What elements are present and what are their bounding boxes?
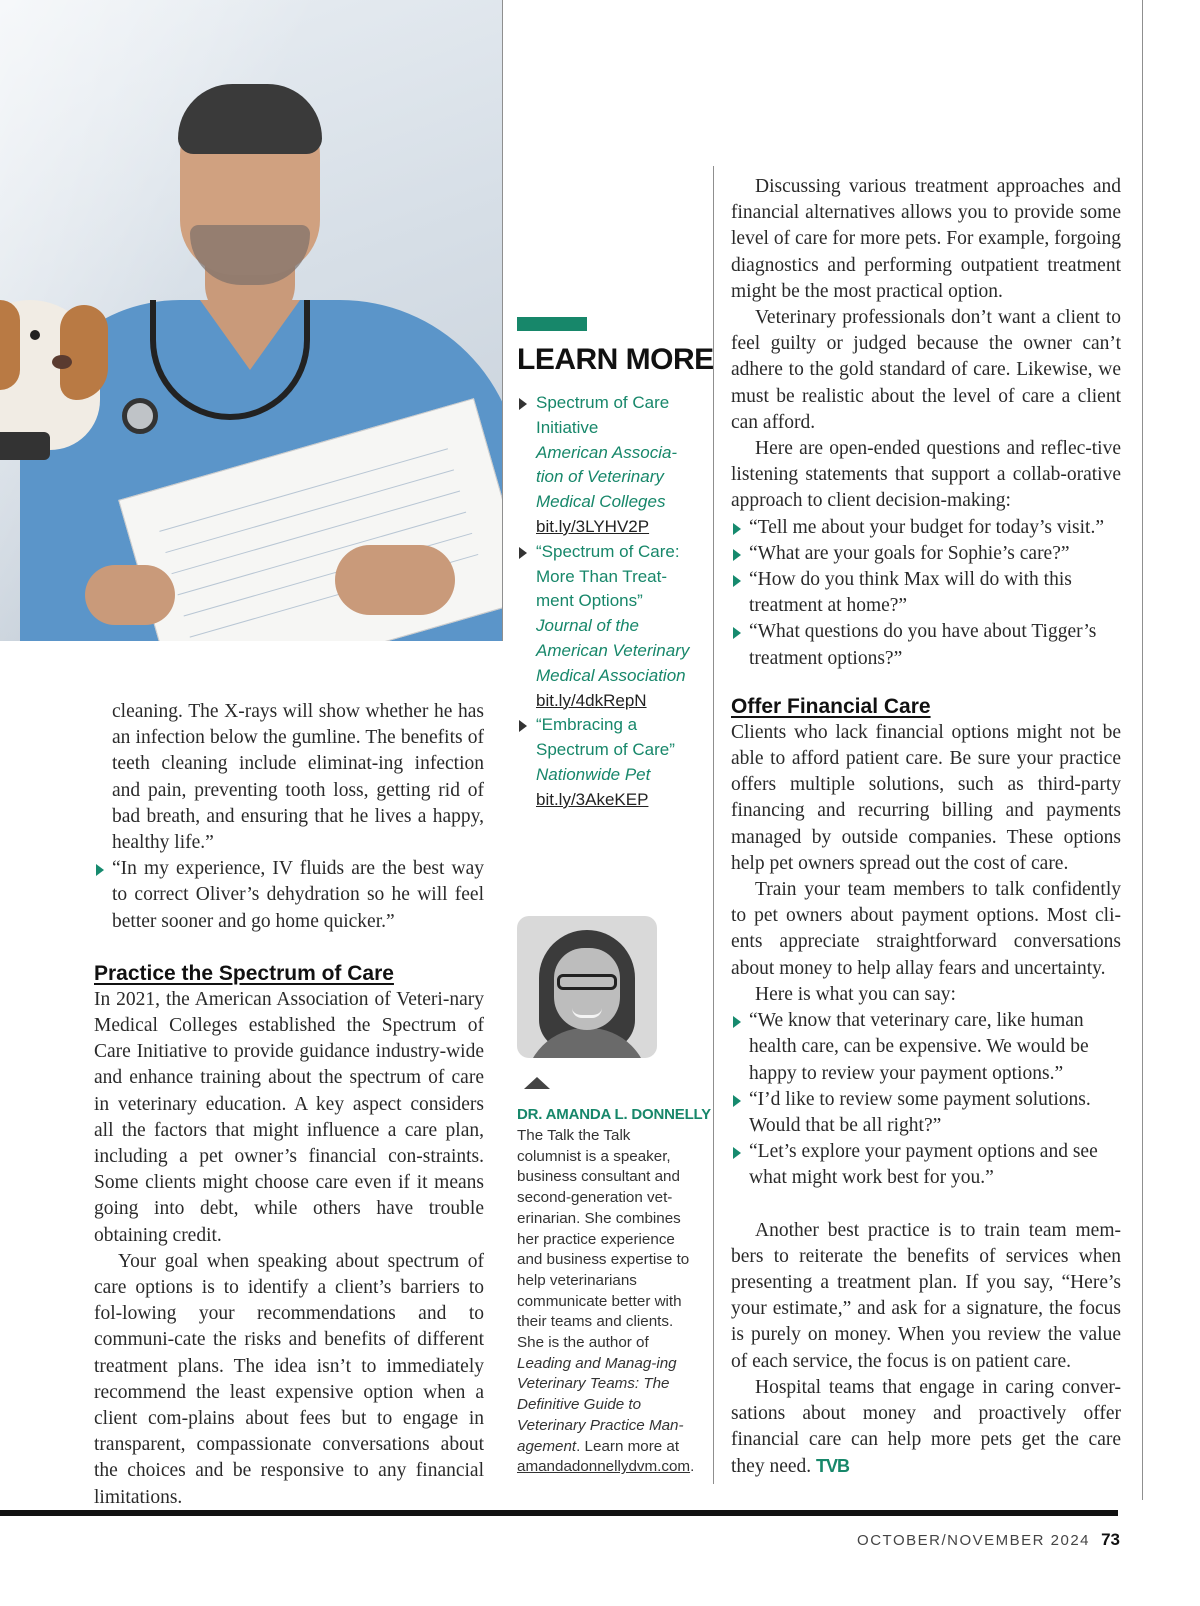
- bullet-arrow-icon: [519, 720, 527, 732]
- list-item: “Let’s explore your payment options and see what might work best for you.”: [731, 1139, 1121, 1191]
- list-item: “Tell me about your budget for today’s visit.”: [731, 515, 1121, 541]
- author-name: DR. AMANDA L. DONNELLY: [517, 1106, 711, 1123]
- paragraph: Here is what you can say:: [755, 983, 956, 1005]
- column-divider-top: [502, 0, 503, 641]
- bullet-arrow-icon: [733, 549, 741, 561]
- paragraph: Clients who lack financial options might not be able to afford patient care. Be sure your practice offers multiple solutions, such as third-party financing and recurring billing and payments managed by outside companies. These options help pet owners spread out the cost of care.: [731, 721, 1121, 874]
- learn-more-link[interactable]: bit.ly/3AkeKEP: [536, 789, 649, 809]
- bullet-arrow-icon: [733, 1016, 741, 1028]
- bullet-fluids: “In my experience, IV fluids are the best way to correct Oliver’s dehydration so he will feel better sooner and go home quicker.”: [94, 856, 484, 935]
- paragraph: Hospital teams that engage in caring conver-sations about money and proactively offer financial care can help more pets get the care they need. TVB: [731, 1376, 1121, 1478]
- bullet-arrow-icon: [519, 547, 527, 559]
- right-column: [731, 174, 1121, 1481]
- author-photo: [517, 916, 657, 1058]
- bullet-arrow-icon: [733, 1147, 741, 1159]
- learn-more-item: “Spectrum of Care: More Than Treat-ment Options” Journal of the American Veterinary Medical Association bit.ly/4dkRepN: [517, 540, 692, 714]
- learn-more-item: Spectrum of Care Initiative American Associa-tion of Veterinary Medical Colleges bit.ly/3LYHV2P: [517, 391, 692, 540]
- learn-more-link[interactable]: bit.ly/4dkRepN: [536, 690, 647, 710]
- footer-rule: [0, 1510, 1118, 1516]
- bullet-arrow-icon: [733, 1095, 741, 1107]
- page-number: 73: [1101, 1530, 1120, 1549]
- paragraph: Veterinary professionals don’t want a client to feel guilty or judged because the owner can’t adhere to the gold standard of care. Likewise, we must be realistic about the level of care a client can afford.: [731, 307, 1121, 433]
- page-edge-rule: [1142, 0, 1143, 1500]
- list-item: “We know that veterinary care, like human health care, can be expensive. We would be happy to review your payment options.”: [731, 1008, 1121, 1087]
- learn-more-list: [517, 391, 692, 813]
- caret-up-icon: [524, 1077, 550, 1089]
- list-item: “What questions do you have about Tigger’s treatment options?”: [731, 619, 1121, 671]
- book-title: Leading and Manag-ing Veterinary Teams: The Definitive Guide to Veterinary Practice Man-agement: [517, 1354, 684, 1455]
- bullet-arrow-icon: [96, 864, 104, 876]
- left-column: [94, 699, 484, 1511]
- learn-more-item: “Embracing a Spectrum of Care” Nationwide Pet bit.ly/3AkeKEP: [517, 713, 692, 812]
- author-bio: The Talk the Talk columnist is a speaker, business consultant and second-generation vet-erinarian. She combines her practice experience and business expertise to help veterinarians communicate better with their teams and clients. She is the author of Leading and Manag-ing Veterinary Teams: The Definitive Guide to Veterinary Practice Man-agement. Learn more at amandadonnellydvm.com.: [517, 1127, 695, 1476]
- section-heading-spectrum: Practice the Spectrum of Care: [94, 961, 394, 985]
- bullet-arrow-icon: [519, 398, 527, 410]
- footer-issue-date: OCTOBER/NOVEMBER 2024: [857, 1532, 1090, 1549]
- paragraph: Discussing various treatment approaches and financial alternatives allows you to provide some level of care for more pets. For example, forgoing diagnostics and performing outpatient treatment might be the most practical option.: [731, 176, 1121, 302]
- question-list: [731, 515, 1121, 672]
- veterinarian-photo: [0, 0, 502, 641]
- author-website-link[interactable]: amandadonnellydvm.com: [517, 1458, 691, 1476]
- bullet-arrow-icon: [733, 523, 741, 535]
- paragraph: In 2021, the American Association of Veteri-nary Medical Colleges established the Spectrum of Care Initiative to provide guidance industry-wide and enhance training about the spectrum of care in veterinary education. A key aspect considers all the factors that might influence a care plan, including a pet owner’s financial con-straints. Some clients might choose care even if it means going into debt, while others have trouble obtaining credit.: [94, 988, 484, 1246]
- bullet-arrow-icon: [733, 575, 741, 587]
- list-item: “What are your goals for Sophie’s care?”: [731, 541, 1121, 567]
- sayings-list: [731, 1008, 1121, 1191]
- paragraph: Your goal when speaking about spectrum of care options is to identify a client’s barriers to fol-lowing your recommendations and to communi-cate the risks and benefits of different treatment plans. The idea isn’t to immediately recommend the least expensive option when a client com-plains about fees but to engage in transparent, compassionate conversations about the choices and be responsive to any financial limitations.: [94, 1250, 484, 1508]
- list-item: “How do you think Max will do with this treatment at home?”: [731, 567, 1121, 619]
- end-mark-logo: TVB: [816, 1456, 850, 1477]
- paragraph: Here are open-ended questions and reflec-tive listening statements that support a collab-orative approach to client decision-making:: [731, 438, 1121, 512]
- learn-more-accent-bar: [517, 317, 587, 331]
- list-item: “I’d like to review some payment solutions. Would that be all right?”: [731, 1087, 1121, 1139]
- bullet-continuation: cleaning. The X-rays will show whether he has an infection below the gumline. The benefits of teeth cleaning include eliminat-ing infection and pain, preventing tooth loss, getting rid of bad breath, and ensuring that he lives a happy, healthy life.”: [112, 701, 484, 854]
- bullet-arrow-icon: [733, 627, 741, 639]
- section-heading-financial: Offer Financial Care: [731, 694, 931, 718]
- paragraph: Train your team members to talk confidently to pet owners about payment options. Most cli-ents appreciate straightforward conversations about money to help allay fears and uncertainty.: [731, 879, 1121, 979]
- learn-more-link[interactable]: bit.ly/3LYHV2P: [536, 516, 650, 536]
- learn-more-title: LEARN MORE: [517, 343, 714, 376]
- paragraph: Another best practice is to train team mem-bers to reiterate the benefits of services when presenting a treatment plan. If you say, “Here’s your estimate,” and ask for a signature, the focus is purely on money. When you review the value of each service, the focus is on patient care.: [731, 1219, 1121, 1372]
